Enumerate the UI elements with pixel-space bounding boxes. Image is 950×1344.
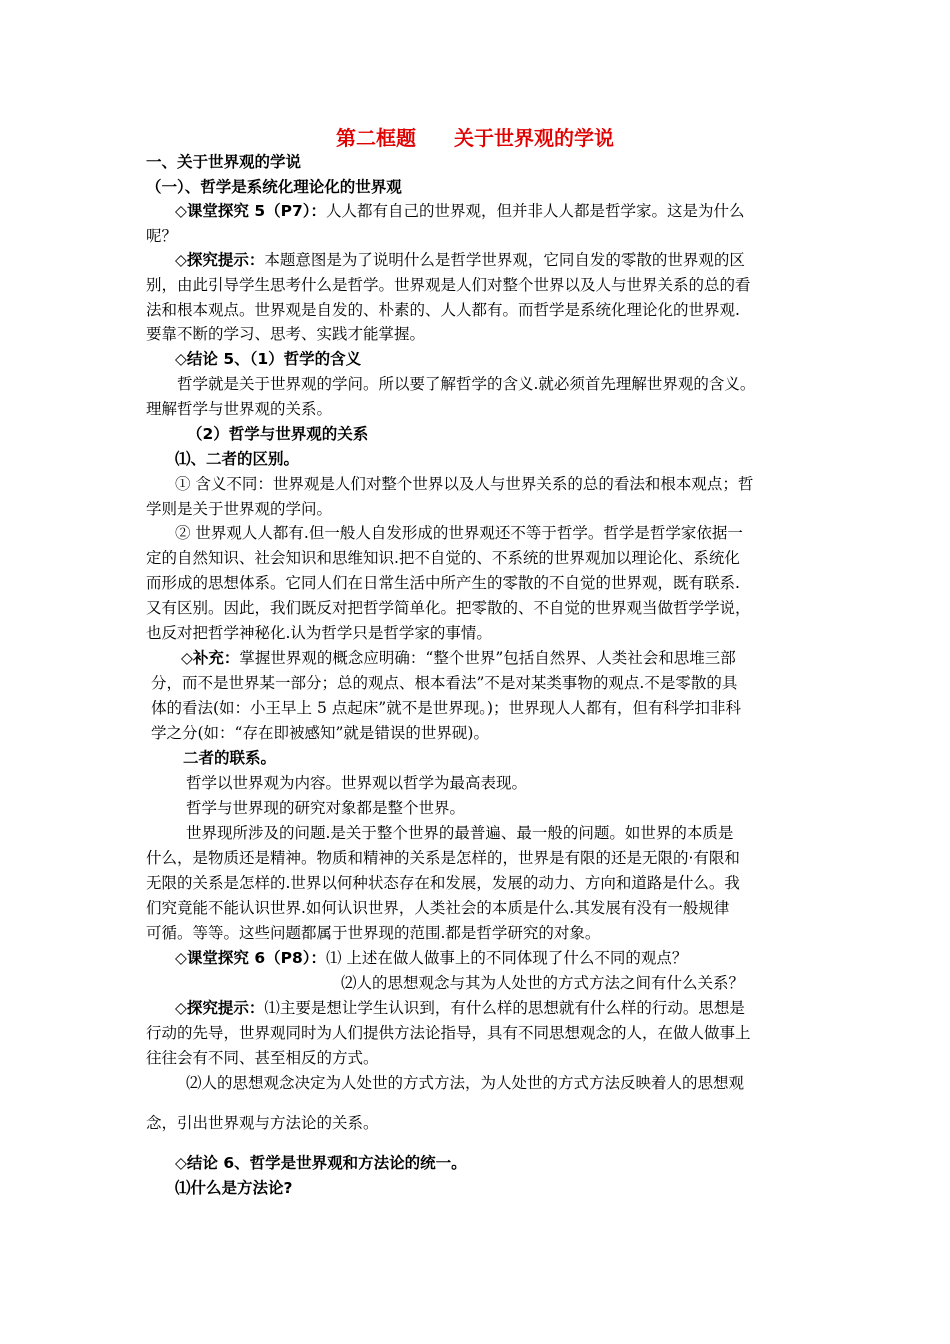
link-heading: 二者的联系。 <box>183 749 277 767</box>
hint1-text1: 本题意图是为了说明什么是哲学世界观，它同自发的零散的世界观的区 <box>264 251 745 269</box>
relation-heading: （2）哲学与世界观的关系 <box>187 425 369 443</box>
title-part1: 第二框题 <box>336 126 416 150</box>
difference-heading: ⑴、二者的区别。 <box>175 450 300 468</box>
supplement-line1 <box>181 648 736 668</box>
link-line2: 哲学与世界现的研究对象都是整个世界。 <box>186 799 466 817</box>
explore6-line2: ⑵人的思想观念与其为人处世的方式方法之间有什么关系？ <box>341 974 745 992</box>
diff1-line2: 学则是关于世界观的学问。 <box>146 500 333 518</box>
supplement-line3: 体的看法(如：小王早上 5 点起床”就不是世界现。)；世界现人人都有，但有科学扣非科 <box>151 699 741 717</box>
explore6-q1: ⑴ 上述在做人做事上的不同体现了什么不同的观点？ <box>326 949 688 967</box>
explore5-line1 <box>175 201 745 221</box>
hint1-line3: 法和根本观点。世界观是自发的、朴素的、人人都有。而哲学是系统化理论化的世界观. <box>146 301 740 319</box>
page-title <box>0 122 950 151</box>
hint2-line3: 往往会有不同、甚至相反的方式。 <box>146 1049 379 1067</box>
link-line7: 可循。等等。这些问题都属于世界现的范围.都是哲学研究的对象。 <box>146 924 601 942</box>
diff2-line5: 也反对把哲学神秘化.认为哲学只是哲学家的事情。 <box>146 624 492 642</box>
supplement-line2: 分，而不是世界某一部分；总的观点、根本看法”不是对某类事物的观点.不是零散的具 <box>151 674 738 692</box>
hint2-label: ◇探究提示： <box>175 999 265 1017</box>
diff2-line3: 而形成的思想体系。它同人们在日常生活中所产生的零散的不自觉的世界观，既有联系. <box>146 574 740 592</box>
diff2-line2: 定的自然知识、社会知识和思维知识.把不自觉的、不系统的世界观加以理论化、系统化 <box>146 549 740 567</box>
meaning-line2: 理解哲学与世界观的关系。 <box>146 400 333 418</box>
hint1-label: ◇探究提示： <box>175 251 265 269</box>
section-heading-2: （一）、哲学是系统化理论化的世界观 <box>146 178 402 196</box>
hint1-line4: 要靠不断的学习、思考、实践才能掌握。 <box>146 325 426 343</box>
supplement-text1: 掌握世界观的概念应明确：“整个世界”包括自然界、人类社会和思堆三部 <box>239 649 736 667</box>
diff2-line1: ② 世界观人人都有.但一般人自发形成的世界观还不等于哲学。哲学是哲学家依据一 <box>175 524 743 542</box>
explore5-text1: 人人都有自己的世界观，但并非人人都是哲学家。这是为什么 <box>326 202 745 220</box>
link-line4: 什么，是物质还是精神。物质和精神的关系是怎样的，世界是有限的还是无限的·有限和 <box>146 849 740 867</box>
method-heading: ⑴什么是方法论? <box>175 1179 293 1197</box>
conclusion-6: ◇结论 6、哲学是世界观和方法论的统一。 <box>175 1154 467 1172</box>
hint1-line1 <box>175 250 745 270</box>
supplement-line4: 学之分(如：“存在即被感知”就是错误的世界砚)。 <box>151 724 489 742</box>
explore5-line2: 呢？ <box>146 227 178 245</box>
conclusion-5: ◇结论 5、（1）哲学的含义 <box>175 350 362 368</box>
section-heading-1: 一、关于世界观的学说 <box>146 153 302 171</box>
supplement-label: ◇补充： <box>181 649 240 667</box>
explore5-label: ◇课堂探究 5（P7）： <box>175 202 326 220</box>
hint2-line4: ⑵人的思想观念决定为人处世的方式方法，为人处世的方式方法反映着人的思想观 <box>186 1074 745 1092</box>
hint2-line1 <box>175 998 745 1018</box>
link-line5: 无限的关系是怎样的.世界以何种状态存在和发展，发展的动力、方向和道路是什么。我 <box>146 874 740 892</box>
diff2-line4: 又有区别。因此，我们既反对把哲学简单化。把零散的、不自觉的世界观当做哲学学说， <box>146 599 751 617</box>
explore6-label: ◇课堂探究 6（P8）： <box>175 949 326 967</box>
explore6-line1 <box>175 948 687 968</box>
diff1-line1: ① 含义不同：世界观是人们对整个世界以及人与世界关系的总的看法和根本观点；哲 <box>175 475 754 493</box>
link-line1: 哲学以世界观为内容。世界观以哲学为最高表现。 <box>186 774 528 792</box>
hint2-line5: 念，引出世界观与方法论的关系。 <box>146 1114 379 1132</box>
hint1-line2: 别，由此引导学生思考什么是哲学。世界观是人们对整个世界以及人与世界关系的总的看 <box>146 276 751 294</box>
title-part2: 关于世界观的学说 <box>454 126 614 150</box>
link-line6: 们究竟能不能认识世界.如何认识世界，人类社会的本质是什么.其发展有没有一般规律 <box>146 899 730 917</box>
link-line3: 世界现所涉及的问题.是关于整个世界的最普遍、最一般的问题。如世界的本质是 <box>186 824 734 842</box>
hint2-line2: 行动的先导，世界观同时为人们提供方法论指导，具有不同思想观念的人，在做人做事上 <box>146 1024 751 1042</box>
hint2-text1: ⑴主要是想让学生认识到，有什么样的思想就有什么样的行动。思想是 <box>264 999 745 1017</box>
meaning-line1: 哲学就是关于世界观的学问。所以要了解哲学的含义.就必须首先理解世界观的含义。 <box>177 375 756 393</box>
